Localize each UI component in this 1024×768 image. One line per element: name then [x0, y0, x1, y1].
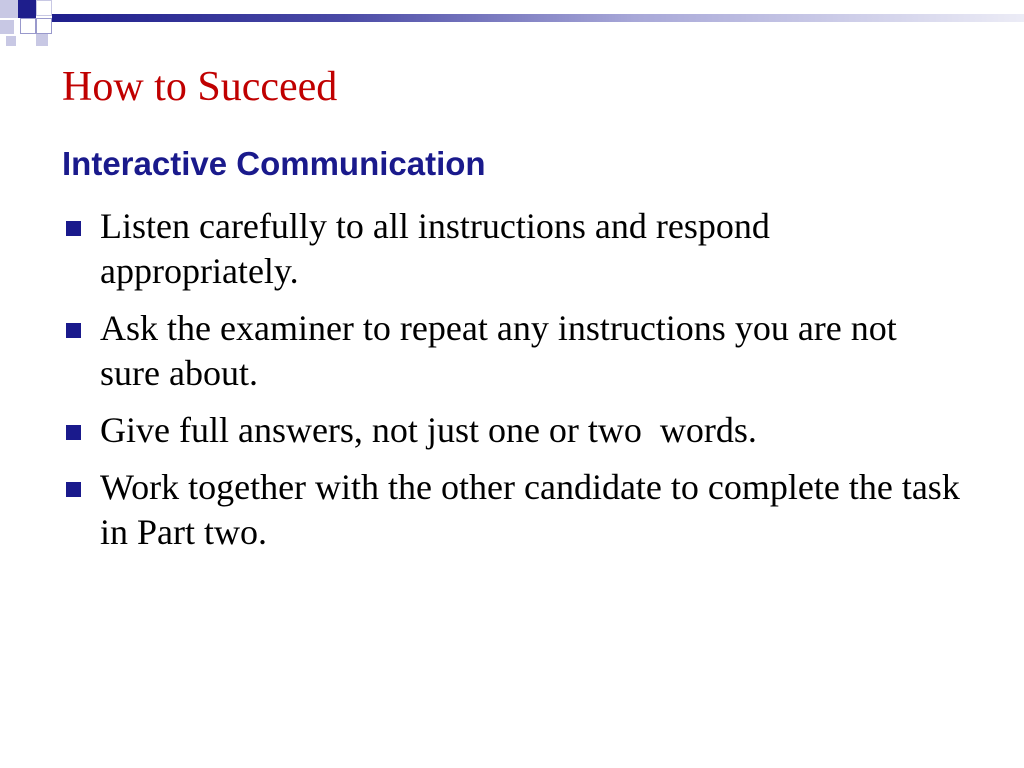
bullet-item — [62, 204, 962, 294]
slide-title: How to Succeed — [62, 64, 338, 110]
decoration-square-icon — [36, 18, 52, 34]
bullet-item — [62, 306, 962, 396]
square-bullet-icon — [66, 221, 81, 236]
bullet-text: Listen carefully to all instructions and respond appropriately. — [100, 206, 770, 291]
bullet-text: Give full answers, not just one or two words. — [100, 410, 757, 450]
square-bullet-icon — [66, 323, 81, 338]
square-bullet-icon — [66, 482, 81, 497]
slide-subtitle: Interactive Communication — [62, 145, 486, 182]
decoration-square-icon — [0, 0, 18, 18]
bullet-text: Ask the examiner to repeat any instructions you are not sure about. — [100, 308, 897, 393]
bullet-text: Work together with the other candidate to complete the task in Part two. — [100, 467, 960, 552]
decoration-square-icon — [36, 0, 52, 16]
decoration-square-icon — [18, 0, 36, 18]
decoration-square-icon — [0, 20, 14, 34]
bullet-list — [62, 204, 962, 567]
header-decoration — [0, 0, 1024, 60]
decoration-square-icon — [36, 34, 48, 46]
bullet-item — [62, 465, 962, 555]
decoration-square-icon — [20, 18, 36, 34]
bullet-item — [62, 408, 962, 453]
square-bullet-icon — [66, 425, 81, 440]
decoration-square-icon — [6, 36, 16, 46]
header-gradient-bar — [52, 14, 1024, 22]
